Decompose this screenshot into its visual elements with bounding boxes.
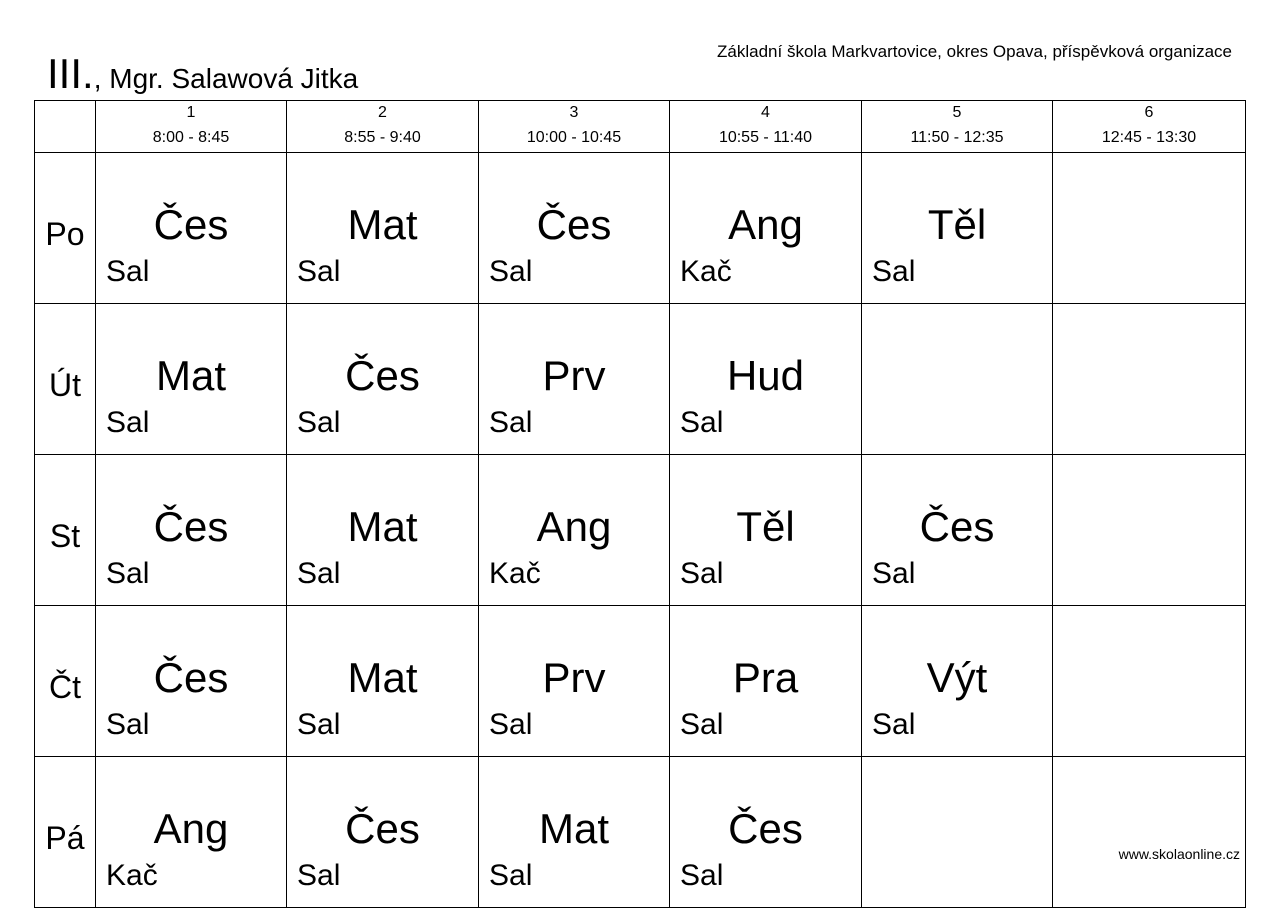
lesson-teacher: Sal: [297, 708, 341, 741]
lesson-teacher: Sal: [872, 557, 916, 590]
lesson-teacher: Sal: [489, 859, 533, 892]
class-teacher: , Mgr. Salawová Jitka: [93, 63, 359, 94]
lesson-cell: [1053, 153, 1246, 304]
period-number: 3: [569, 104, 579, 121]
lesson-teacher: Sal: [297, 557, 341, 590]
lesson-subject: Čes: [345, 805, 420, 852]
lesson-cell: [96, 455, 287, 606]
lesson-subject: Ang: [153, 805, 229, 852]
lesson-teacher: Kač: [489, 557, 541, 590]
lesson-teacher: Sal: [680, 708, 724, 741]
lesson-subject: Čes: [728, 805, 803, 852]
period-time: 8:00 - 8:45: [152, 129, 230, 146]
lesson-cell: [96, 304, 287, 455]
period-header-row: [35, 101, 1246, 153]
period-header: [862, 101, 1053, 153]
lesson-teacher: Sal: [106, 406, 150, 439]
period-time: 8:55 - 9:40: [344, 129, 421, 146]
lesson-teacher: Sal: [680, 859, 724, 892]
day-row: [35, 455, 1246, 606]
lesson-subject: Prv: [542, 654, 606, 701]
lesson-cell: [862, 757, 1053, 908]
lesson-cell: [287, 606, 479, 757]
lesson-teacher: Sal: [489, 255, 533, 288]
lesson-subject: Těl: [736, 503, 795, 550]
lesson-teacher: Sal: [872, 255, 916, 288]
day-row: [35, 606, 1246, 757]
lesson-subject: Těl: [927, 201, 987, 248]
period-number: 1: [186, 104, 196, 121]
period-time: 10:00 - 10:45: [526, 129, 622, 146]
lesson-teacher: Sal: [680, 406, 724, 439]
lesson-subject: Mat: [347, 503, 418, 550]
lesson-subject: Hud: [726, 352, 805, 399]
lesson-subject: Mat: [155, 352, 226, 399]
corner-cell: [35, 101, 96, 153]
lesson-cell: [287, 455, 479, 606]
day-label: Út: [35, 304, 96, 455]
day-label: Čt: [35, 606, 96, 757]
period-header: [1053, 101, 1246, 153]
period-number: 4: [761, 104, 770, 121]
lesson-cell: [287, 757, 479, 908]
lesson-teacher: Sal: [489, 406, 533, 439]
lesson-cell: [862, 304, 1053, 455]
lesson-teacher: Sal: [106, 557, 150, 590]
day-row: [35, 153, 1246, 304]
day-row: [35, 304, 1246, 455]
period-header: [670, 101, 862, 153]
lesson-cell: [96, 757, 287, 908]
period-number: 5: [952, 104, 962, 121]
lesson-cell: [1053, 606, 1246, 757]
period-number: 2: [378, 104, 387, 121]
lesson-cell: [479, 757, 670, 908]
lesson-cell: [287, 304, 479, 455]
period-header: [287, 101, 479, 153]
lesson-subject: Mat: [347, 201, 418, 248]
lesson-cell: [862, 606, 1053, 757]
day-label: Pá: [35, 757, 96, 908]
period-header: [96, 101, 287, 153]
day-label: St: [35, 455, 96, 606]
timetable: [34, 100, 1246, 908]
lesson-cell: [479, 606, 670, 757]
lesson-teacher: Sal: [489, 708, 533, 741]
lesson-teacher: Sal: [680, 557, 724, 590]
page-title: [47, 50, 358, 98]
day-label: Po: [35, 153, 96, 304]
lesson-teacher: Sal: [297, 406, 341, 439]
lesson-subject: Čes: [153, 654, 229, 701]
period-number: 6: [1144, 104, 1154, 121]
lesson-subject: Výt: [926, 654, 988, 701]
lesson-cell: [670, 606, 862, 757]
lesson-cell: [479, 455, 670, 606]
lesson-cell: [96, 606, 287, 757]
period-time: 11:50 - 12:35: [910, 129, 1004, 146]
lesson-subject: Čes: [153, 201, 229, 248]
period-time: 12:45 - 13:30: [1101, 129, 1197, 146]
lesson-subject: Mat: [347, 654, 418, 701]
period-time: 10:55 - 11:40: [718, 129, 813, 146]
lesson-cell: [1053, 757, 1246, 908]
lesson-teacher: Sal: [872, 708, 916, 741]
lesson-subject: Prv: [542, 352, 606, 399]
lesson-teacher: Sal: [106, 708, 150, 741]
lesson-cell: [670, 455, 862, 606]
lesson-subject: Čes: [536, 201, 612, 248]
lesson-cell: [1053, 455, 1246, 606]
lesson-cell: [479, 304, 670, 455]
lesson-cell: [670, 304, 862, 455]
lesson-teacher: Kač: [106, 859, 158, 892]
footer-link[interactable]: www.skolaonline.cz: [1118, 846, 1240, 862]
period-header: [479, 101, 670, 153]
day-row: [35, 757, 1246, 908]
lesson-teacher: Sal: [106, 255, 150, 288]
lesson-cell: [479, 153, 670, 304]
lesson-subject: Čes: [153, 503, 229, 550]
lesson-subject: Čes: [919, 503, 995, 550]
lesson-teacher: Kač: [680, 255, 732, 288]
lesson-cell: [670, 153, 862, 304]
lesson-cell: [287, 153, 479, 304]
lesson-cell: [670, 757, 862, 908]
lesson-subject: Čes: [345, 352, 420, 399]
lesson-teacher: Sal: [297, 255, 341, 288]
lesson-cell: [96, 153, 287, 304]
lesson-subject: Ang: [728, 201, 803, 248]
lesson-subject: Ang: [536, 503, 612, 550]
lesson-cell: [1053, 304, 1246, 455]
lesson-cell: [862, 153, 1053, 304]
lesson-subject: Pra: [732, 654, 799, 701]
school-name: Základní škola Markvartovice, okres Opava, příspěvková organizace: [717, 42, 1232, 61]
lesson-subject: Mat: [538, 805, 609, 852]
lesson-teacher: Sal: [297, 859, 341, 892]
lesson-cell: [862, 455, 1053, 606]
class-name: III.: [47, 50, 94, 97]
